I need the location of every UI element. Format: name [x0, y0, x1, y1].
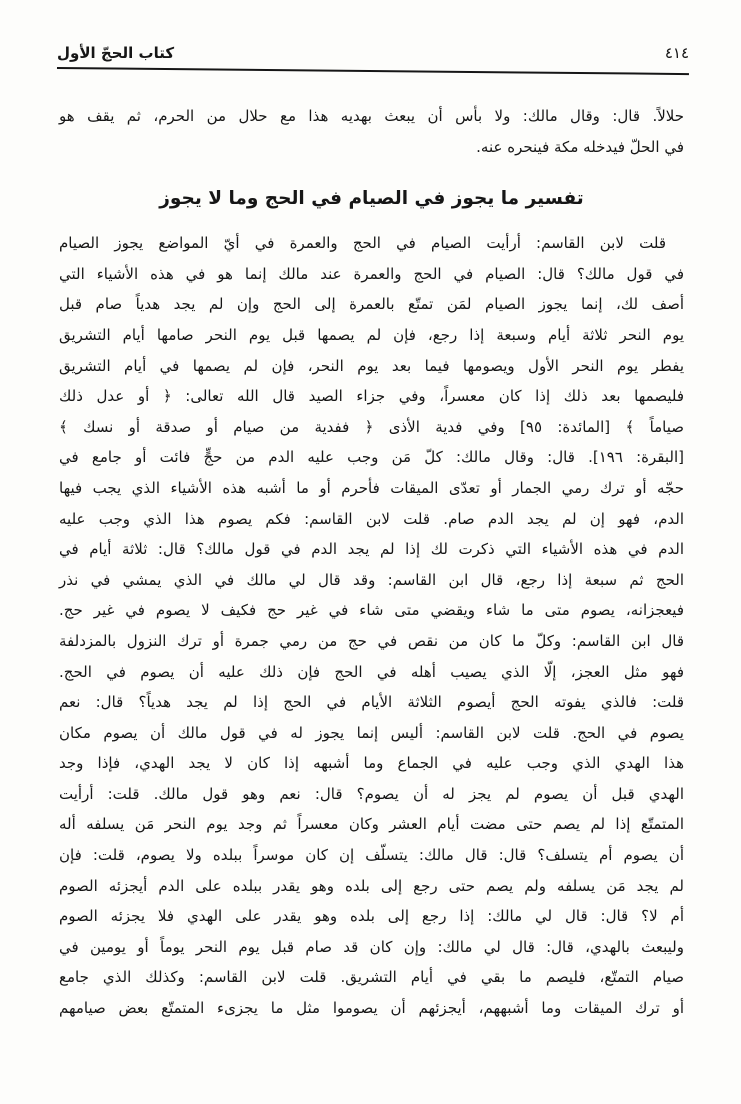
body-text-line: يصوم في الحج. قلت لابن القاسم: أليس إنما يجوز له في قول مالك أن يصوم مكان: [59, 723, 684, 742]
book-title: كتاب الحجّ الأول: [57, 44, 175, 62]
body-text-line: الهدي قبل أن يصوم لم يجز له أن يصوم؟ قال: نعم وهو قول مالك. قلت: أرأيت: [59, 784, 684, 803]
body-text-line: قلت لابن القاسم: أرأيت الصيام في الحج والعمرة في أيّ المواضع يجوز الصيام: [59, 234, 666, 253]
body-text-line: وليبعث بالهدي، قال: قال لي مالك: وإن كان قد صام قبل يوم النحر يوماً أو يومين في: [59, 937, 684, 956]
body-text-line: في قول مالك؟ قال: الصيام في الحج والعمرة عند مالك إنما هو في هذه الأشياء التي: [59, 264, 684, 283]
body-text-line: أصف لك، إنما يجوز الصيام لمَن تمتّع بالعمرة إلى الحج وإن لم يجد هدياً صام قبل: [59, 295, 684, 314]
body-text-line: لم يجد مَن يسلفه ولم يصم حتى رجع إلى بلده وهو يقدر ببلده على الدم أيجزئه الصوم: [59, 876, 684, 895]
section-heading: تفسير ما يجوز في الصيام في الحج وما لا يجوز: [159, 188, 584, 210]
body-paragraph: [59, 228, 684, 1023]
body-text-line: فهو مثل العجز، إلّا الذي يصيب أهله في الحج فإن ذلك عليه أن يصوم في الحج.: [59, 662, 684, 681]
body-text-line: يوم النحر ثلاثة أيام وسبعة إذا رجع، فإن لم يصمها قبل يوم النحر صامها أيام التشريق: [59, 325, 684, 344]
body-text-line: الحج ثم سبعة إذا رجع، قال ابن القاسم: وقد قال لي مالك في الذي يمشي في نذر: [59, 570, 684, 589]
intro-text-line: في الحلّ فيدخله مكة فينحره عنه.: [476, 137, 684, 156]
body-text-line: أن يصوم أم يتسلف؟ قال: قال مالك: يتسلّف إن كان موسراً ببلده ولا يصوم، قلت: فإن: [59, 846, 684, 865]
header-row: [57, 44, 689, 62]
header-rule: [57, 67, 689, 75]
body-text-line: الدم في هذه الأشياء التي ذكرت لك إذا لم يجد الدم في قول مالك؟ قال: ثلاثة أيام في: [59, 540, 684, 559]
page-text-block: [59, 101, 684, 1024]
body-text-line: فليصمها بعد ذلك إذا كان معسراً، وفي جزاء الصيد قال الله تعالى: ﴿ أو عدل ذلك: [59, 387, 684, 406]
body-text-line: يفطر يوم النحر الأول ويصومها فيما بعد يوم النحر، فإن لم يصمها في أيام التشريق: [59, 356, 684, 375]
intro-text-line: حلالاً. قال: وقال مالك: ولا بأس أن يبعث بهديه هذا مع حلال من الحرم، ثم يقف هو: [59, 107, 684, 125]
intro-paragraph: [59, 101, 684, 162]
body-text-line: أو ترك الميقات وما أشبههم، أيجزئهم أن يصوموا مثل ما يجزىء المتمتّع بعض صيامهم: [59, 999, 684, 1018]
body-text-line: حجّه أو ترك رمي الجمار أو تعدّى الميقات فأحرم أو ما أشبه هذه الأشياء الذي يجب فيها: [59, 478, 684, 497]
body-text-line: المتمتّع إذا لم يصم حتى مضت أيام العشر وكان معسراً ثم وجد يوم النحر مَن يسلفه أله: [59, 815, 684, 834]
body-text-line: [البقرة: ١٩٦]. قال: وقال مالك: كلّ مَن وجب عليه الدم من حجٍّ فائت أو جامع في: [59, 448, 684, 467]
page-number: ٤١٤: [664, 44, 689, 62]
body-text-line: صياماً ﴾ [المائدة: ٩٥] وفي فدية الأذى ﴿ ففدية من صيام أو صدقة أو نسك ﴾: [59, 417, 685, 436]
body-text-line: قال ابن القاسم: وكلّ ما كان من نقص في حج من رمي جمرة أو ترك النزول بالمزدلفة: [59, 631, 684, 650]
body-text-line: أم لا؟ قال: قال لي مالك: إذا رجع إلى بلده وهو يقدر على الهدي فلا يجزئه الصوم: [59, 907, 684, 926]
body-text-line: صيام التمتّع، فليصم ما بقي في أيام التشريق. قلت لابن القاسم: وكذلك الذي جامع: [59, 968, 684, 987]
body-text-line: هذا الهدي الذي وجب عليه في الجماع وما أشبهه إذا كان لا يجد الهدي، فإذا وجد: [59, 754, 684, 773]
page-header: [57, 44, 689, 77]
body-text-line: الدم، فهو إن لم يجد الدم صام. قلت لابن القاسم: فكم يصوم هذا الذي وجب عليه: [59, 509, 684, 528]
body-text-line: فيعجزانه، يصوم متى ما شاء ويقضي متى شاء في غير حج فكيف لا يصوم في غير حج.: [59, 601, 684, 620]
body-text-line: قلت: فالذي يفوته الحج أيصوم الثلاثة الأيام في الحج إذا لم يجد هدياً؟ قال: نعم: [59, 693, 684, 712]
